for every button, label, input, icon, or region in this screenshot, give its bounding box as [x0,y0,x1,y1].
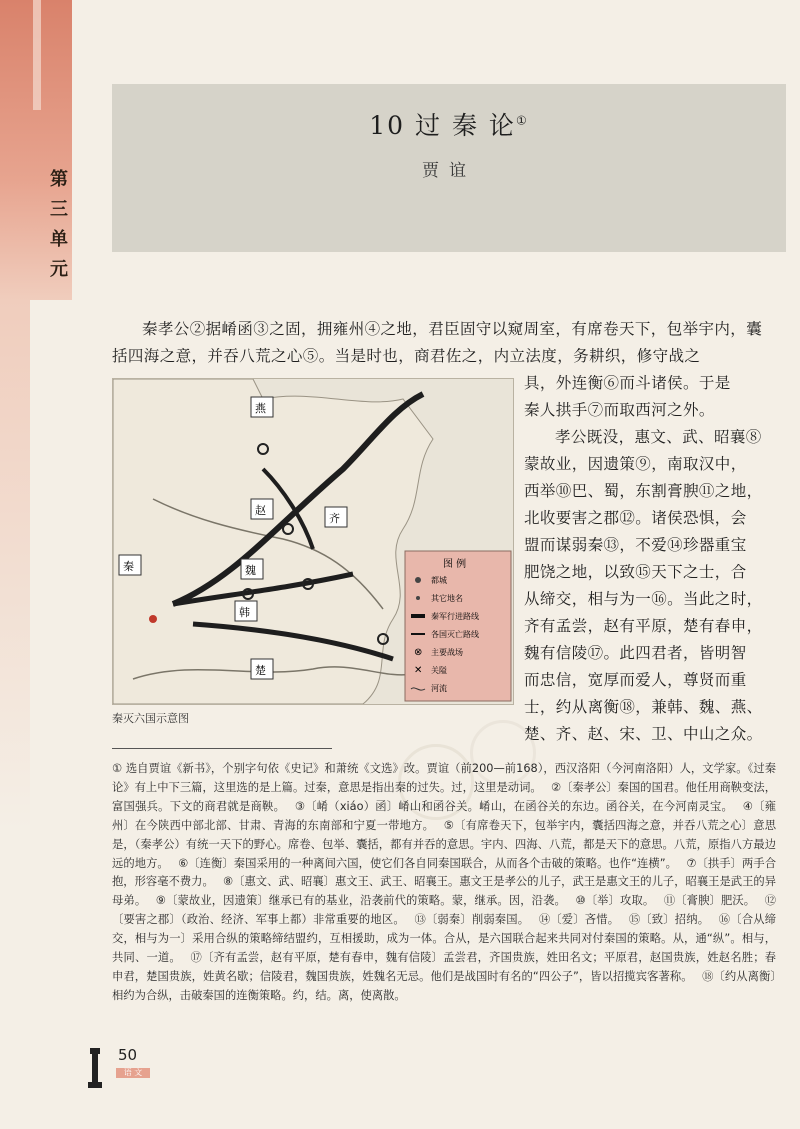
text-line: 楚、齐、赵、宋、卫、中山之众。 [524,725,763,743]
page-number: 50 [118,1046,138,1064]
author-name: 贾谊 [422,161,476,181]
paragraph-1-text: 秦孝公②据崤函③之固，拥雍州④之地，君臣固守以窥周室，有席卷天下，包举宇内，囊括四海之意，并吞八荒之心⑤。当是时也，商君佐之，内立法度，务耕织，修守战之 [112,320,763,365]
text-line: 蒙故业，因遗策⑨，南取汉中， [524,455,747,473]
legend-item: 河流 [431,684,447,693]
text-line: 秦人拱手⑦而取西河之外。 [524,401,715,419]
footnote: ⑤〔有席卷天下，包举宇内，囊括四海之意，并吞八荒之心〕意思是，（秦孝公）有统一天下的野心。席卷、包举、囊括，都有并吞的意思。宇内、四海、八荒，都是天下的意思。八荒，原指八方最边远的地方。 [112,818,777,870]
legend-item: 关隘 [431,666,447,675]
unit-label [44,165,74,285]
title-note-mark[interactable]: ① [515,113,529,128]
footnote: ⑪〔膏腴〕肥沃。 [663,894,761,908]
text-line: 孝公既没，惠文、武、昭襄⑧ [555,428,762,446]
legend-swatch [415,577,421,583]
state-label: 韩 [239,606,250,619]
page-mark-icon [86,1048,104,1088]
capital-marker [149,615,157,623]
legend-item: 主要战场 [431,648,463,657]
unit-label-char: 元 [50,259,68,280]
map-caption: 秦灭六国示意图 [112,712,189,725]
legend-item: 其它地名 [431,594,463,603]
footnote: ⑫〔要害之郡〕（政治、经济、军事上都）非常重要的地区。 [112,894,777,927]
footnote-rule [112,748,332,749]
footnote: ②〔秦孝公〕秦国的国君。他任用商鞅变法，富国强兵。下文的商君就是商鞅。 [112,780,776,813]
edge-color-fade [0,300,30,830]
lesson-title-text: 10 过 秦 论 [369,111,516,140]
map-svg [113,379,513,704]
edge-strip [33,0,41,110]
text-line: 魏有信陵⑰。此四君者，皆明智 [524,644,747,662]
unit-label-char: 第 [50,169,68,190]
legend-box [405,551,511,701]
map-figure [112,378,514,705]
unit-label-char: 单 [50,229,68,250]
text-line: 具，外连衡⑥而斗诸侯。于是 [524,374,731,392]
footnote: ⑯〔合从缔交，相与为一〕采用合纵的策略缔结盟约，互相援助，成为一体。合从，是六国联合起来共同对付秦国的策略。从，通“纵”。相与，共同、一道。 [112,913,776,965]
text-line: 从缔交，相与为一⑯。当此之时， [524,590,763,608]
legend-item: 各国灭亡路线 [431,630,479,639]
footnotes [112,760,776,1006]
footnote: ⑥〔连衡〕秦国采用的一种离间六国，使它们各自同秦国联合，从而各个击破的策略。也作“连横”。 [178,856,683,870]
state-label: 秦 [123,560,134,573]
text-line: 肥饶之地，以致⑮天下之士，合 [524,563,747,581]
text-line: 齐有孟尝，赵有平原，楚有春申， [524,617,763,635]
legend-swatch [416,596,420,600]
footnote: ⑱〔约从离衡〕相约为合纵，击破秦国的连衡策略。约，结。离，使离散。 [112,969,776,1002]
legend-item: 都城 [431,576,447,585]
state-label: 燕 [255,402,266,415]
footnote: ⑮〔致〕招纳。 [628,913,715,927]
legend-item: 秦军行进路线 [431,612,479,621]
lesson-title [112,106,786,142]
footnote: ⑨〔蒙故业，因遗策〕继承已有的基业，沿袭前代的策略。蒙，继承。因，沿袭。 [155,894,572,908]
paragraph-1 [112,316,772,370]
state-label: 赵 [255,504,266,517]
footnote: ⑰〔齐有孟尝，赵有平原，楚有春申，魏有信陵〕孟尝君，齐国贵族，姓田名文；平原君，赵国贵族，姓赵名胜；春申君，楚国贵族，姓黄名歇；信陵君，魏国贵族，姓魏名无忌。他们是战国时有名的“四公子”，皆以招揽宾客著称。 [112,951,776,983]
footnote: ⑧〔惠文、武、昭襄〕惠文王、武王、昭襄王。惠文王是孝公的儿子，武王是惠文王的儿子，昭襄王是武王的异母弟。 [112,875,776,908]
footnote: ① 选自贾谊《新书》，个别字句依《史记》和萧统《文选》改。贾谊（前200—前168），西汉洛阳（今河南洛阳）人，文学家。《过秦论》有上中下三篇，这里选的是上篇。过秦，意思是指出秦的过失。过，这里是动词。 [112,762,776,794]
text-line: 而忠信，宽厚而爱人，尊贤而重 [524,671,747,689]
text-line: 盟而谋弱秦⑬，不爱⑭珍器重宝 [524,536,747,554]
footnote: ⑦〔拱手〕两手合抱，形容毫不费力。 [112,856,776,889]
title-box [112,84,786,252]
state-label: 魏 [245,564,256,577]
footnote: ⑩〔举〕攻取。 [575,894,661,908]
state-label: 楚 [255,664,266,677]
page-subject-tag: 语 文 [116,1068,150,1078]
legend-title: 图 例 [443,559,467,570]
footnote: ⑬〔弱秦〕削弱秦国。 [414,913,536,927]
text-line: 士，约从离衡⑱，兼韩、魏、燕、 [524,698,763,716]
legend-swatch: ✕ [414,665,423,676]
footnote: ④〔雍州〕在今陕西中部北部、甘肃、青海的东南部和宁夏一带地方。 [112,799,777,832]
text-line: 北收要害之郡⑫。诸侯恐惧，会 [524,509,747,527]
text-column [524,370,772,748]
footnote: ③〔崤（xiáo）函〕崤山和函谷关。崤山，在函谷关的东边。函谷关，在今河南灵宝。 [294,799,739,813]
footnote: ⑭〔爱〕吝惜。 [538,913,626,927]
state-label: 齐 [329,512,340,525]
legend-swatch: ⊗ [414,647,423,658]
text-line: 西举⑩巴、蜀，东割膏腴⑪之地， [524,482,763,500]
unit-label-char: 三 [50,199,68,220]
